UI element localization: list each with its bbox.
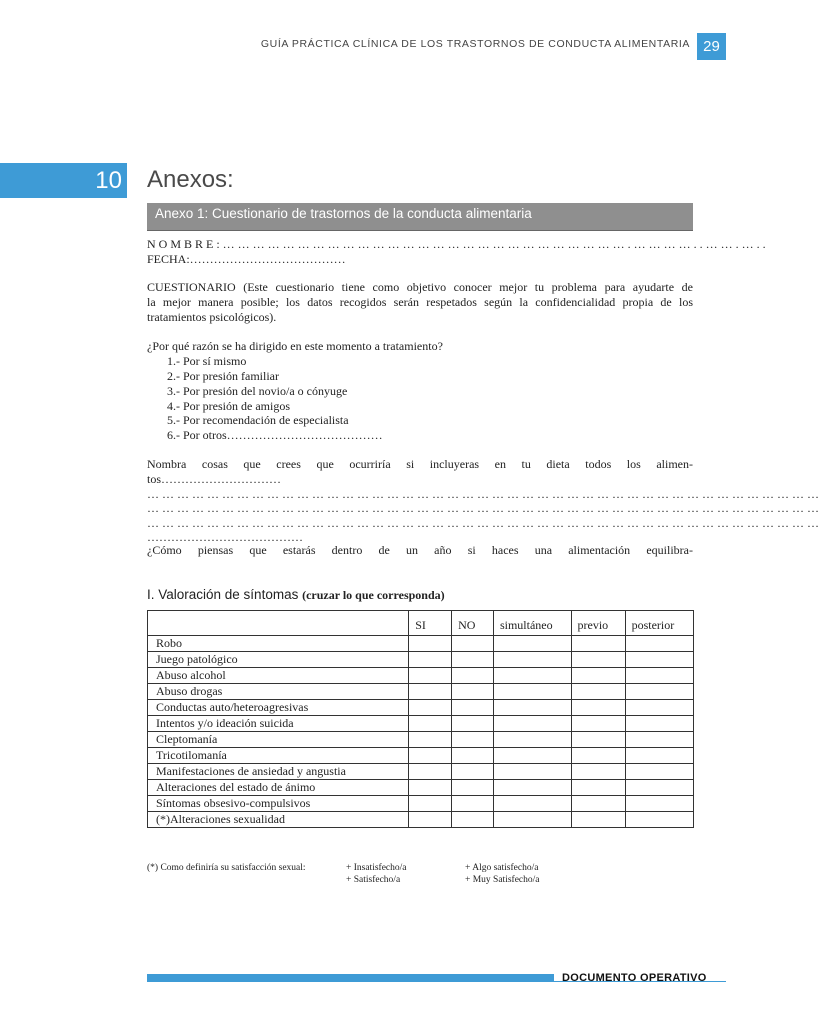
date-field-line: FECHA:…………………………………: [147, 252, 346, 266]
check-cell[interactable]: [409, 636, 452, 652]
footnote-label: (*) Como definiría su satisfacción sexual:: [147, 863, 306, 873]
running-header: GUÍA PRÁCTICA CLÍNICA DE LOS TRASTORNOS DE CONDUCTA ALIMENTARIA: [260, 38, 690, 50]
footnote-option: + Muy Satisfecho/a: [465, 875, 540, 885]
symptom-label: Tricotilomanía: [148, 748, 409, 764]
question-reason: ¿Por qué razón se ha dirigido en este momento a tratamiento?: [147, 339, 443, 353]
check-cell[interactable]: [493, 684, 571, 700]
header-cell-no: NO: [452, 611, 494, 636]
check-cell[interactable]: [625, 716, 693, 732]
check-cell[interactable]: [452, 764, 494, 780]
check-cell[interactable]: [409, 668, 452, 684]
footnote-option: + Satisfecho/a: [346, 875, 401, 885]
check-cell[interactable]: [625, 812, 693, 828]
check-cell[interactable]: [452, 732, 494, 748]
check-cell[interactable]: [409, 764, 452, 780]
symptom-label: Manifestaciones de ansiedad y angustia: [148, 764, 409, 780]
check-cell[interactable]: [571, 668, 625, 684]
table-row: [148, 636, 694, 652]
table-row: [148, 780, 694, 796]
check-cell[interactable]: [452, 780, 494, 796]
check-cell[interactable]: [452, 700, 494, 716]
check-cell[interactable]: [452, 684, 494, 700]
check-cell[interactable]: [625, 796, 693, 812]
footer-bar: [147, 974, 554, 982]
check-cell[interactable]: [493, 700, 571, 716]
check-cell[interactable]: [571, 764, 625, 780]
check-cell[interactable]: [493, 748, 571, 764]
intro-line-2: la mejor manera posible; los datos recogidos serán respetados según la confidencialidad propia de los: [147, 295, 693, 309]
symptom-label: Cleptomanía: [148, 732, 409, 748]
check-cell[interactable]: [409, 748, 452, 764]
symptoms-heading-note: (cruzar lo que corresponda): [302, 588, 445, 602]
table-row: [148, 732, 694, 748]
check-cell[interactable]: [493, 716, 571, 732]
symptom-label: Robo: [148, 636, 409, 652]
check-cell[interactable]: [452, 812, 494, 828]
table-row: [148, 764, 694, 780]
check-cell[interactable]: [493, 764, 571, 780]
answer-dotted-line: … … … … … … … … … … … … … … … … … … … … … … … … … … … … … … … … … … … … … … … … … … … … …: [147, 516, 819, 530]
check-cell[interactable]: [493, 668, 571, 684]
table-row: [148, 796, 694, 812]
intro-line-3: tratamientos psicológicos).: [147, 310, 277, 324]
check-cell[interactable]: [409, 812, 452, 828]
symptom-label: (*)Alteraciones sexualidad: [148, 812, 409, 828]
check-cell[interactable]: [571, 636, 625, 652]
table-row: [148, 812, 694, 828]
check-cell[interactable]: [625, 684, 693, 700]
symptom-label: Abuso alcohol: [148, 668, 409, 684]
option-item: 3.- Por presión del novio/a o cónyuge: [167, 384, 348, 398]
check-cell[interactable]: [571, 732, 625, 748]
symptom-label: Intentos y/o ideación suicida: [148, 716, 409, 732]
check-cell[interactable]: [493, 796, 571, 812]
footer-label: DOCUMENTO OPERATIVO: [562, 972, 707, 984]
check-cell[interactable]: [571, 796, 625, 812]
check-cell[interactable]: [571, 684, 625, 700]
check-cell[interactable]: [409, 796, 452, 812]
answer-dotted-line: … … … … … … … … … … … … … … … … … … … … … … … … … … … … … … … … … … … … … … … … … … … … …: [147, 487, 819, 501]
symptom-label: Alteraciones del estado de ánimo: [148, 780, 409, 796]
footnote-option: + Insatisfecho/a: [346, 863, 407, 873]
header-cell-previo: previo: [571, 611, 625, 636]
symptom-label: Juego patológico: [148, 652, 409, 668]
check-cell[interactable]: [571, 652, 625, 668]
check-cell[interactable]: [571, 700, 625, 716]
answer-dotted-line: … … … … … … … … … … … … … … … … … … … … … … … … … … … … … … … … … … … … … … … … … … … … …: [147, 501, 819, 515]
question-foods-line-1: Nombra cosas que crees que ocurriría si incluyeras en tu dieta todos los alimen-: [147, 457, 693, 471]
question-future: ¿Cómo piensas que estarás dentro de un año si haces una alimentación equilibra-: [147, 543, 693, 557]
check-cell[interactable]: [571, 812, 625, 828]
header-cell-posterior: posterior: [625, 611, 693, 636]
chapter-number: 10: [95, 167, 122, 194]
check-cell[interactable]: [409, 700, 452, 716]
check-cell[interactable]: [409, 780, 452, 796]
check-cell[interactable]: [625, 780, 693, 796]
option-item: 4.- Por presión de amigos: [167, 399, 290, 413]
check-cell[interactable]: [452, 796, 494, 812]
footnote-option: + Algo satisfecho/a: [465, 863, 539, 873]
table-row: [148, 716, 694, 732]
option-item: 6.- Por otros…………………………………: [167, 428, 383, 442]
table-row: [148, 668, 694, 684]
check-cell[interactable]: [625, 700, 693, 716]
check-cell[interactable]: [493, 652, 571, 668]
question-foods-line-2: tos…………………………: [147, 472, 282, 486]
header-cell-si: SI: [409, 611, 452, 636]
table-row: [148, 684, 694, 700]
symptoms-table: [147, 610, 694, 828]
check-cell[interactable]: [571, 748, 625, 764]
check-cell[interactable]: [625, 748, 693, 764]
option-item: 1.- Por sí mismo: [167, 354, 247, 368]
symptoms-heading: [147, 587, 445, 603]
table-header-row: [148, 611, 694, 636]
check-cell[interactable]: [452, 668, 494, 684]
table-row: [148, 748, 694, 764]
check-cell[interactable]: [452, 716, 494, 732]
annex-title: Anexo 1: Cuestionario de trastornos de la conducta alimentaria: [155, 206, 532, 221]
check-cell[interactable]: [452, 748, 494, 764]
check-cell[interactable]: [625, 732, 693, 748]
page-number: 29: [697, 33, 726, 60]
header-cell-empty: [148, 611, 409, 636]
option-item: 2.- Por presión familiar: [167, 369, 279, 383]
answer-dotted-end: …………………………………: [147, 530, 303, 544]
check-cell[interactable]: [625, 636, 693, 652]
symptom-label: Conductas auto/heteroagresivas: [148, 700, 409, 716]
check-cell[interactable]: [409, 716, 452, 732]
check-cell[interactable]: [409, 684, 452, 700]
intro-line-1: CUESTIONARIO (Este cuestionario tiene como objetivo conocer mejor tu problema para ayudarte de: [147, 280, 693, 294]
check-cell[interactable]: [493, 732, 571, 748]
check-cell[interactable]: [452, 652, 494, 668]
check-cell[interactable]: [571, 780, 625, 796]
check-cell[interactable]: [409, 652, 452, 668]
check-cell[interactable]: [452, 636, 494, 652]
check-cell[interactable]: [409, 732, 452, 748]
table-row: [148, 652, 694, 668]
section-title: Anexos:: [147, 166, 234, 193]
check-cell[interactable]: [571, 716, 625, 732]
name-field-line: N O M B R E : … … … … … … … … … … … … … … … … … … … … … … … … … … … . … … … … . . … … . … . .: [147, 237, 766, 251]
check-cell[interactable]: [625, 764, 693, 780]
check-cell[interactable]: [625, 668, 693, 684]
table-row: [148, 700, 694, 716]
symptom-label: Abuso drogas: [148, 684, 409, 700]
check-cell[interactable]: [493, 812, 571, 828]
check-cell[interactable]: [493, 780, 571, 796]
header-cell-simultaneo: simultáneo: [493, 611, 571, 636]
check-cell[interactable]: [493, 636, 571, 652]
symptom-label: Síntomas obsesivo-compulsivos: [148, 796, 409, 812]
symptoms-heading-title: I. Valoración de síntomas: [147, 587, 299, 602]
check-cell[interactable]: [625, 652, 693, 668]
option-item: 5.- Por recomendación de especialista: [167, 413, 349, 427]
